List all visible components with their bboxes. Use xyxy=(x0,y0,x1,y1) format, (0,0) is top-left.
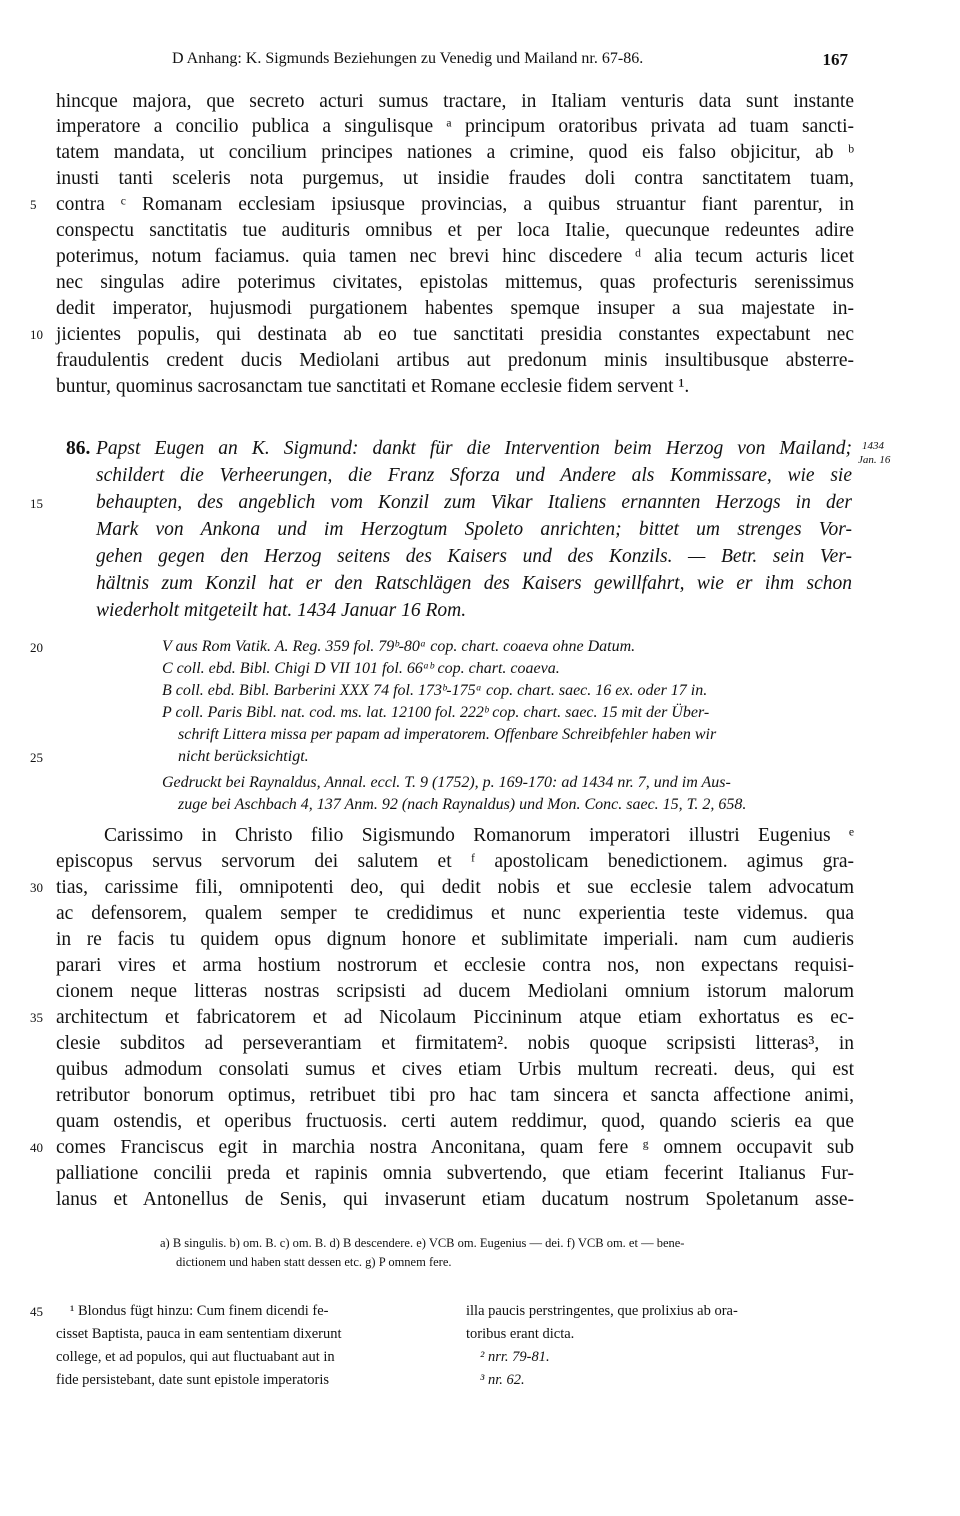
footnote-line: fide persistebant, date sunt epistole imperatoris xyxy=(56,1372,330,1388)
text-line: tatem mandata, ut concilium principes nationes a crimine, quod eis falso objicitur, ab ᵇ xyxy=(56,142,854,163)
line-number: 20 xyxy=(30,640,43,655)
line-number: 35 xyxy=(30,1010,43,1025)
line-number: 15 xyxy=(30,496,43,511)
text-line: lanus et Antonellus de Senis, qui invaserunt etiam ducatum nostrum Spoletanum asse- xyxy=(56,1189,854,1210)
text-line: poterimus, notum faciamus. quia tamen nec brevi hinc discedere ᵈ alia tecum acturis licet xyxy=(56,246,854,267)
text-line: quam ostendis, et operibus fructuosis. certi autem reddimur, quod, quando scieris ea que xyxy=(56,1111,854,1132)
line-number: 30 xyxy=(30,880,43,895)
text-line: retributor bonorum optimus, retribuet tibi pro hac tam sincera et sancta affectione animi, xyxy=(56,1085,854,1106)
siglum-line: P coll. Paris Bibl. nat. cod. ms. lat. 12100 fol. 222ᵇ cop. chart. saec. 15 mit der Über- xyxy=(162,704,710,721)
text-line: buntur, quominus sacrosanctam tue sanctitati et Romane ecclesie fidem servent ¹. xyxy=(56,376,690,397)
regest-line: hältnis zum Konzil hat er den Ratschlägen des Kaisers gewillfahrt, wie er ihm schon xyxy=(96,573,852,594)
text-line: episcopus servus servorum dei salutem et ᶠ apostolicam benedictionem. agimus gra- xyxy=(56,851,854,872)
apparatus-line: dictionem und haben statt dessen etc. g) P omnem fere. xyxy=(176,1255,452,1269)
text-line: dedit imperator, hujusmodi purgationem habentes spemque insuper a sua majestate in- xyxy=(56,298,854,319)
text-line: clesie subditos ad perseverantiam et firmitatem². nobis quoque scripsisti litteras³, in xyxy=(56,1033,854,1054)
line-number: 5 xyxy=(30,197,37,212)
text-line: tias, carissime fili, omnipotenti deo, qui dedit nobis et sue ecclesie talem advocatum xyxy=(56,877,854,898)
footnote-line: cisset Baptista, pauca in eam sententiam dixerunt xyxy=(56,1326,342,1342)
text-line: nec singulas adire poterimus civitates, epistolas mittemus, quas profecturis serenissimus xyxy=(56,272,854,293)
text-line: comes Franciscus egit in marchia nostra Anconitana, quam fere ᵍ omnem occupavit sub xyxy=(56,1137,854,1158)
page-number: 167 xyxy=(822,50,848,69)
text-line: conspectu sanctitatis tue audituris omnibus et per loca Italie, quecunque redeuntes adire xyxy=(56,220,854,241)
regest-line: Mark von Ankona und im Herzogtum Spoleto anrichten; bittet um strenges Vor- xyxy=(96,519,852,540)
siglum-line: B coll. ebd. Bibl. Barberini XXX 74 fol. 173ᵇ-175ᵃ cop. chart. saec. 16 ex. oder 17 in. xyxy=(162,682,708,699)
siglum-line: V aus Rom Vatik. A. Reg. 359 fol. 79ᵇ-80ᵃ cop. chart. coaeva ohne Datum. xyxy=(162,638,636,655)
line-number: 45 xyxy=(30,1304,43,1319)
text-line: Carissimo in Christo filio Sigismundo Romanorum imperatori illustri Eugenius ᵉ xyxy=(104,825,854,846)
siglum-line: C coll. ebd. Bibl. Chigi D VII 101 fol. 66ᵃᵇ cop. chart. coaeva. xyxy=(162,660,560,677)
text-line: in re facis tu quidem opus dignum honore et sublimitate imperiali. nam cum audieris xyxy=(56,929,854,950)
document-number: 86. xyxy=(66,438,91,459)
siglum-line: schrift Littera missa per papam ad imperatorem. Offenbare Schreibfehler haben wir xyxy=(178,726,717,743)
footnote-line: college, et ad populos, qui aut fluctuabant aut in xyxy=(56,1349,335,1365)
text-line: cionem neque litteras nostras scripsisti ad ducem Mediolani omnium istorum malorum xyxy=(56,981,854,1002)
text-line: ac defensorem, qualem semper te credidimus et nunc experientia teste videmus. qua xyxy=(56,903,854,924)
regest-line: gehen gegen den Herzog seitens des Kaisers und des Konzils. — Betr. sein Ver- xyxy=(96,546,852,567)
text-line: fraudulentis credent ducis Mediolani artibus aut predonum minis insultibusque absterre- xyxy=(56,350,854,371)
text-line: palliatione concilii preda et rapinis omnia subvertendo, que etiam fecerint Italianus Fur- xyxy=(56,1163,854,1184)
footnote-line: toribus erant dicta. xyxy=(466,1326,575,1342)
text-line: jicientes populis, qui destinata ab eo tue sanctitati presidia constantes expectabunt nec xyxy=(56,324,854,345)
text-line: inusti tanti sceleris nota purgemus, ut insidie fraudes doli contra sanctitatem tuam, xyxy=(56,168,854,189)
regest-line: behaupten, des angeblich vom Konzil zum Vikar Italiens ernannten Herzogs in der xyxy=(96,492,852,513)
siglum-line: nicht berücksichtigt. xyxy=(178,748,309,765)
margin-date-year: 1434 xyxy=(862,440,884,452)
apparatus-line: a) B singulis. b) om. B. c) om. B. d) B descendere. e) VCB om. Eugenius — dei. f) VCB om. et — bene- xyxy=(160,1236,685,1250)
regest-line: wiederholt mitgeteilt hat. 1434 Januar 16 Rom. xyxy=(96,600,467,621)
header-title: D Anhang: K. Sigmunds Beziehungen zu Venedig und Mailand nr. 67-86. xyxy=(172,50,644,67)
text-line: parari vires et arma hostium nostrorum et ecclesie contra nos, non expectans requisi- xyxy=(56,955,854,976)
footnote-line: illa paucis perstringentes, que prolixius ab ora- xyxy=(466,1303,738,1319)
regest-line: schildert die Verheerungen, die Franz Sforza und Andere als Kommissare, wie sie xyxy=(96,465,852,486)
margin-date-day: Jan. 16 xyxy=(858,454,891,466)
footnote-line: ¹ Blondus fügt hinzu: Cum finem dicendi fe- xyxy=(70,1303,329,1319)
text-line: imperatore a concilio publica a singulisque ᵃ principum oratoribus privata ad tuam sancti- xyxy=(56,116,854,137)
text-line: contra ᶜ Romanam ecclesiam ipsiusque provincias, a quibus struantur fiant parentur, in xyxy=(56,194,854,215)
siglum-line: zuge bei Aschbach 4, 137 Anm. 92 (nach Raynaldus) und Mon. Conc. saec. 15, T. 2, 658. xyxy=(178,796,747,813)
text-line: hincque majora, que secreto acturi sumus tractare, in Italiam venturis data sunt instante xyxy=(56,91,854,112)
regest-line: Papst Eugen an K. Sigmund: dankt für die Intervention beim Herzog von Mailand; xyxy=(96,438,852,459)
footnote-line: ³ nr. 62. xyxy=(480,1372,525,1388)
siglum-line: Gedruckt bei Raynaldus, Annal. eccl. T. 9 (1752), p. 169-170: ad 1434 nr. 7, und im Aus- xyxy=(162,774,731,791)
line-number: 10 xyxy=(30,327,43,342)
text-line: architectum et fabricatorem et ad Nicolaum Piccininum atque etiam exhortatus es ec- xyxy=(56,1007,854,1028)
line-number: 25 xyxy=(30,750,43,765)
text-line: quibus admodum consolati sumus et cives etiam Urbis multum recreati. deus, qui est xyxy=(56,1059,854,1080)
footnote-line: ² nrr. 79-81. xyxy=(480,1349,550,1365)
line-number: 40 xyxy=(30,1140,43,1155)
